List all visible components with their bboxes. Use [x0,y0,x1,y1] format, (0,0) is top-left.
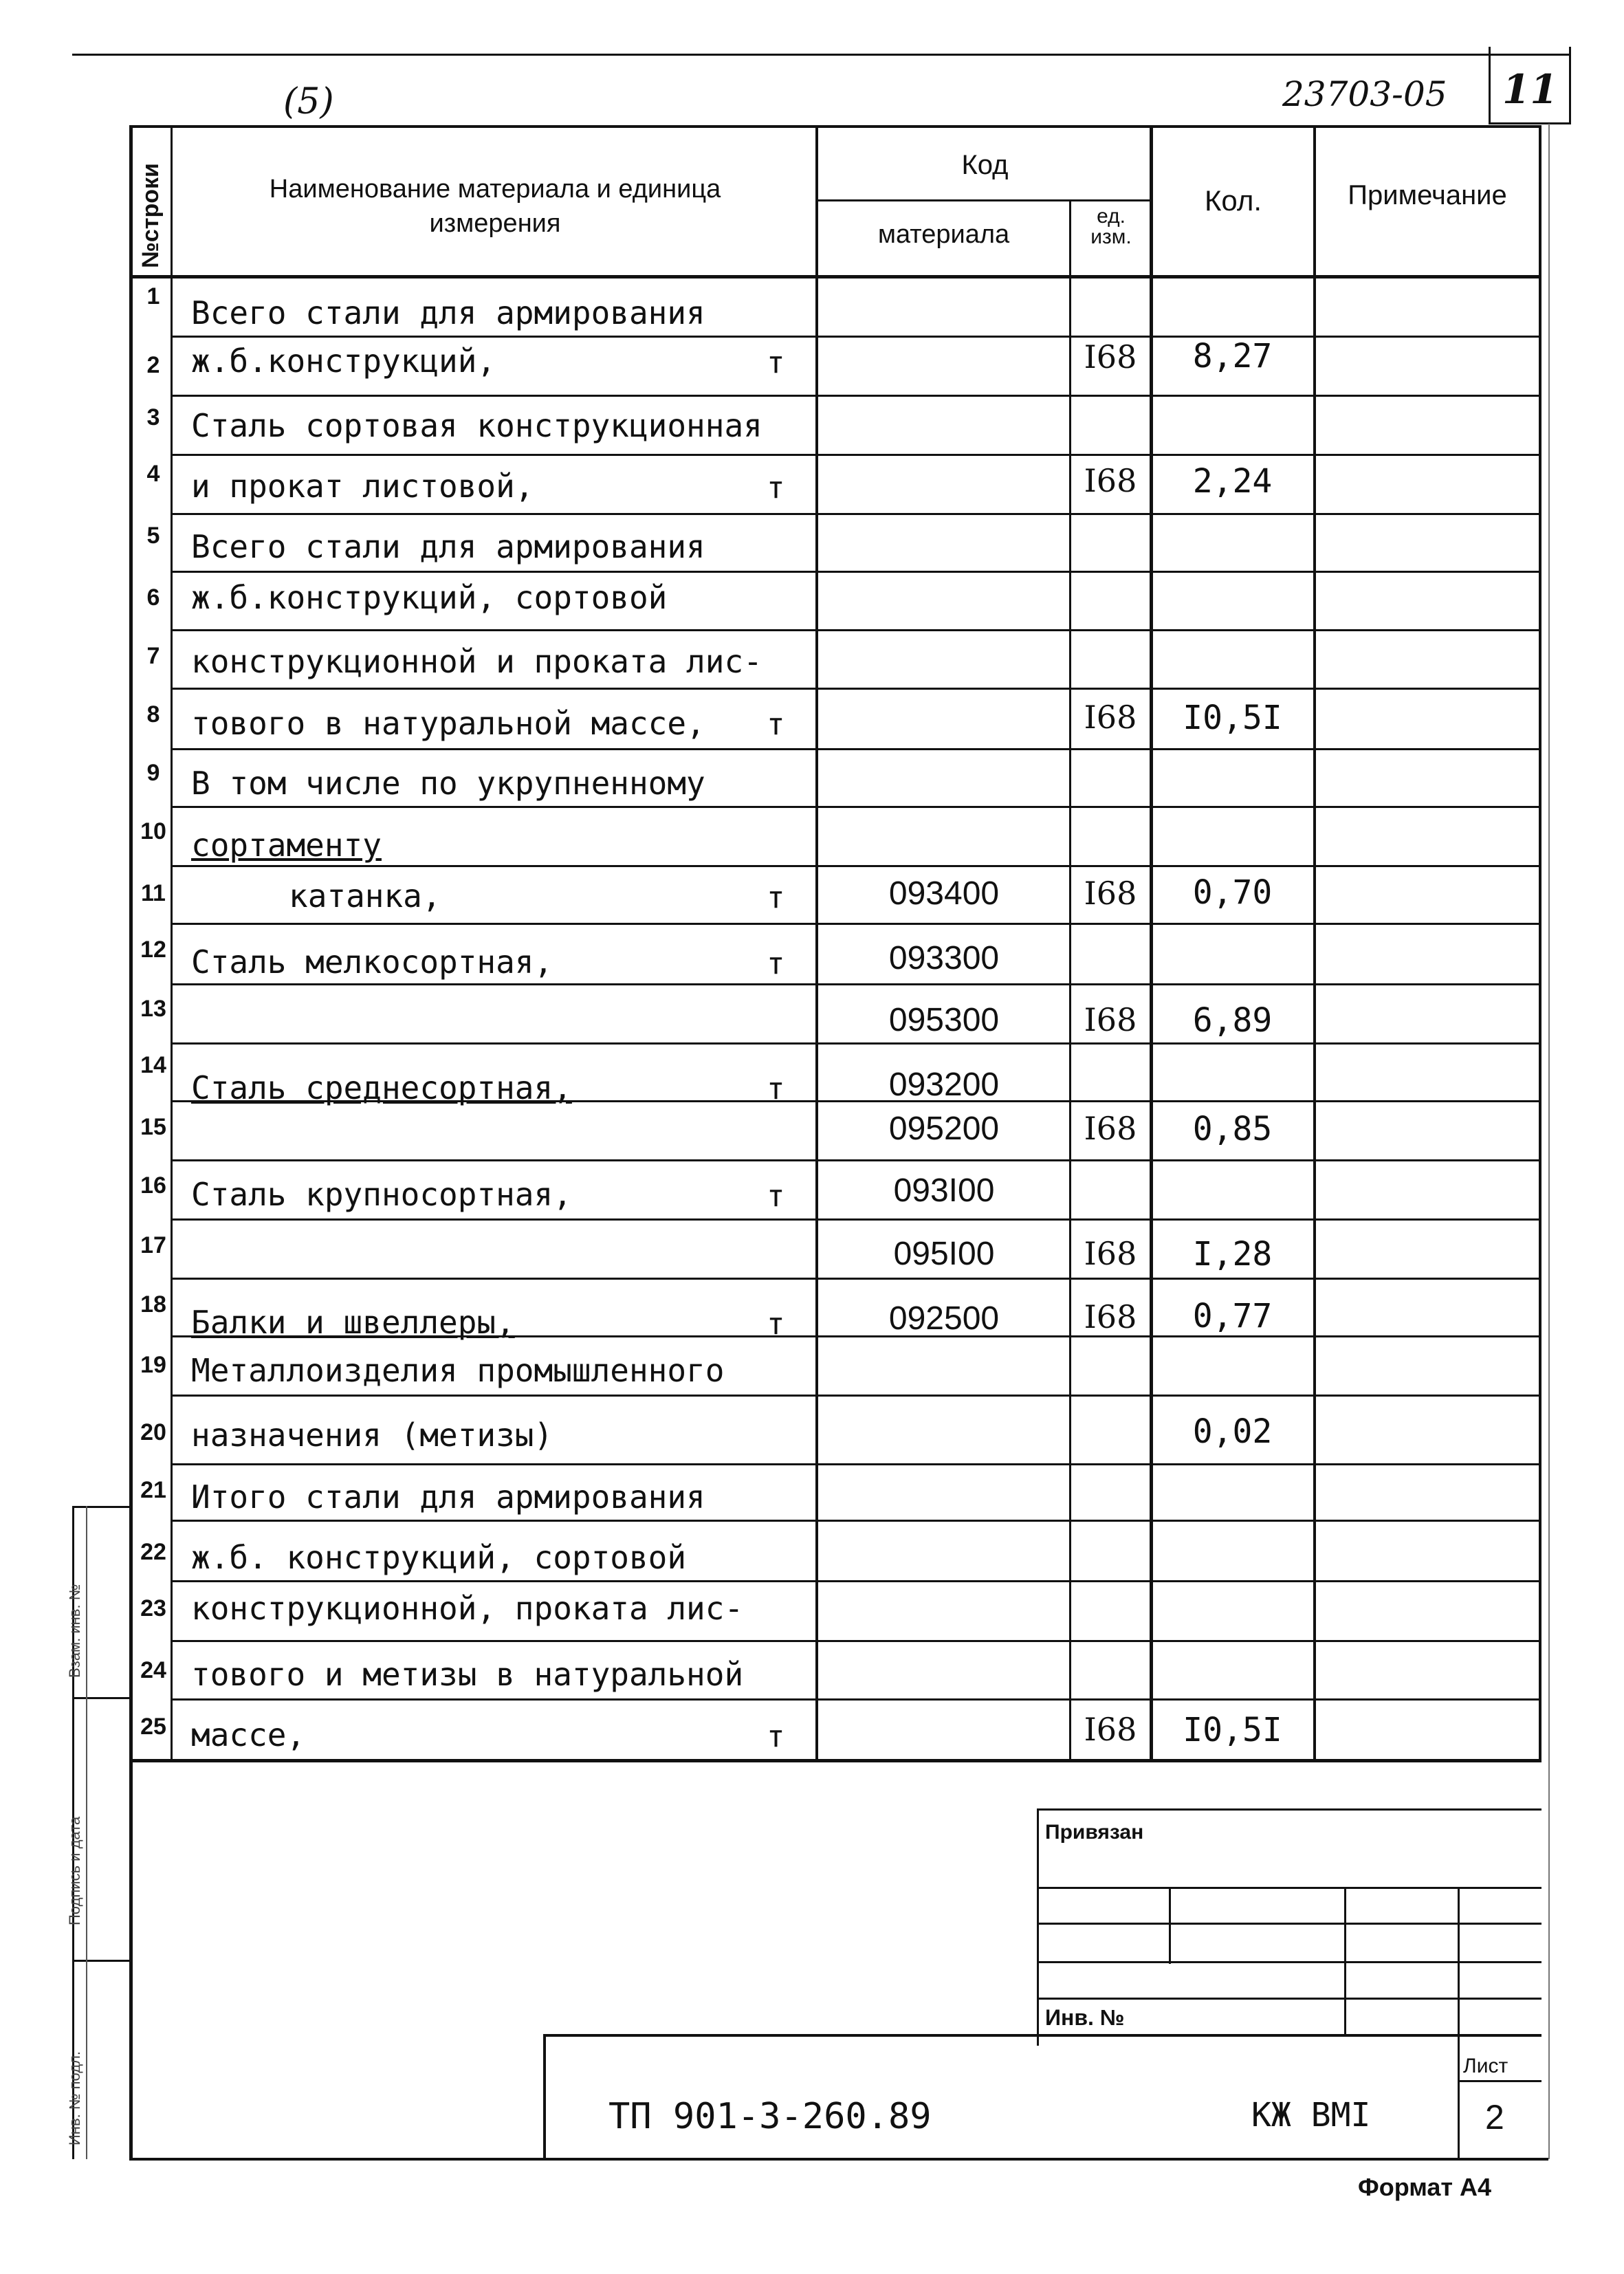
row-unit: т [767,707,785,742]
top-rule [72,54,1571,56]
row-material-code: 095300 [888,1002,1000,1038]
row-unit-code: I68 [1084,1001,1137,1038]
row-rule [171,1218,1540,1221]
row-number: 19 [140,1352,166,1378]
row-material-name: Сталь мелкосортная, [191,943,553,981]
row-number: 10 [140,818,166,844]
row-quantity: 0,02 [1192,1412,1273,1451]
row-material-name: Всего стали для армирования [191,294,705,331]
row-rule [171,336,1540,338]
row-rule [171,1042,1540,1045]
row-number: 17 [140,1232,166,1258]
stamp-top [543,2034,1541,2037]
row-number: 11 [141,880,166,906]
side-label-signature-date: Подпись и дата [66,1816,83,1925]
row-number: 5 [146,523,160,549]
side-strip-top [72,1506,131,1508]
row-material-code: 095200 [888,1111,1000,1147]
row-unit-code: I68 [1084,338,1137,375]
row-number: 14 [140,1052,166,1078]
row-material-name: катанка, [289,877,441,915]
row-unit: т [767,345,785,380]
row-number: 3 [146,404,160,430]
corner-box-right [1569,47,1571,124]
page-marker: (5) [283,81,334,122]
col-divider-rowno [171,125,173,1762]
table-right-border [1539,125,1541,1762]
row-number: 22 [140,1539,166,1565]
binding-block-col [1344,1887,1346,2037]
row-number: 8 [146,701,160,728]
sheet-corner-number: 11 [1502,66,1558,113]
outer-right-border [1548,124,1550,2159]
row-unit-code: I68 [1084,1235,1137,1272]
binding-block-rule [1037,1923,1541,1925]
row-number: 18 [140,1291,166,1318]
header-code-unit: ед. изм. [1090,205,1132,248]
row-material-name: тового и метизы в натуральной [191,1656,744,1693]
row-material-name: Всего стали для армирования [191,528,705,565]
code-subheader-rule [815,199,1152,201]
row-rule [171,748,1540,750]
row-unit: т [767,1719,785,1754]
row-material-name: Металлоизделия промышленного [191,1352,725,1389]
corner-box-left [1489,47,1491,124]
row-rule [171,983,1540,985]
binding-block-rule [1037,1887,1541,1889]
row-rule [171,806,1540,808]
binding-block-left [1037,1808,1039,2046]
row-number: 12 [140,937,166,963]
row-number: 15 [140,1114,166,1140]
row-rule [171,629,1540,631]
row-number: 4 [146,461,160,487]
row-number: 23 [140,1595,166,1621]
row-number: 25 [140,1714,166,1740]
row-material-name: массе, [191,1716,306,1753]
col-divider-code [1069,199,1071,1762]
row-quantity: 6,89 [1192,1001,1273,1040]
stamp-left [543,2034,546,2159]
row-rule [171,688,1540,690]
document-code: ТП 901-3-260.89 [608,2096,932,2137]
row-rule [171,1520,1540,1522]
side-strip-divider [72,1960,131,1962]
header-note: Примечание [1348,180,1507,210]
row-quantity: I0,5I [1183,699,1282,737]
row-material-name: конструкционной и проката лис- [191,643,762,680]
row-quantity: 8,27 [1192,337,1273,375]
row-unit-code: I68 [1084,1110,1137,1147]
header-material-name: Наименование материала и единица измерения [269,175,721,238]
row-material-name: Сталь среднесортная, [191,1069,572,1106]
row-material-name: Сталь крупносортная, [191,1176,572,1213]
row-number: 9 [146,760,160,786]
row-material-name: и прокат листовой, [191,468,534,505]
binding-block-col [1169,1887,1171,1964]
row-material-name: тового в натуральной массе, [191,705,705,742]
row-material-code: 095I00 [893,1236,995,1272]
row-quantity: I,28 [1192,1235,1273,1273]
row-material-code: 093I00 [893,1172,995,1209]
row-rule [171,1278,1540,1280]
row-unit: т [767,1179,785,1214]
row-rule [171,1159,1540,1161]
row-number: 21 [140,1477,166,1503]
row-unit: т [767,470,785,505]
linked-label: Привязан [1045,1821,1144,1844]
binding-block-col [1458,1887,1460,2158]
sheet-label: Лист [1463,2055,1508,2077]
row-quantity: 2,24 [1192,462,1273,501]
row-number: 13 [140,996,166,1022]
row-material-code: 092500 [888,1300,1000,1337]
header-bottom-rule [129,275,1540,278]
side-strip-divider [72,1697,131,1699]
row-quantity: 0,77 [1192,1297,1273,1335]
row-number: 20 [140,1419,166,1445]
row-material-name: ж.б. конструкций, сортовой [191,1539,687,1576]
header-code-material: материала [877,220,1010,249]
header-quantity: Кол. [1204,184,1262,217]
binding-block-top [1037,1808,1541,1811]
row-quantity: I0,5I [1183,1711,1282,1749]
stamp-sheet-rule [1458,2080,1541,2082]
row-number: 24 [140,1657,166,1683]
row-unit: т [767,1307,785,1342]
row-material-name: сортаменту [191,827,382,864]
corner-box-bottom [1489,122,1571,124]
header-row-number: №строки [138,163,164,268]
table-top-border [129,125,1540,128]
side-strip-inner [86,1506,87,2159]
row-rule [171,1463,1540,1465]
side-label-replaced-inv: Взам. инв. № [66,1584,83,1678]
row-rule [171,865,1540,867]
row-material-name: ж.б.конструкций, сортовой [191,579,668,616]
row-unit-code: I68 [1084,699,1137,736]
row-number: 7 [146,643,160,669]
row-rule [171,513,1540,515]
row-quantity: 0,85 [1192,1110,1273,1148]
row-material-name: Сталь сортовая конструкционная [191,407,762,444]
row-number: 1 [146,283,160,309]
row-rule [171,1580,1540,1582]
row-material-name: Балки и швеллеры, [191,1304,515,1341]
binding-block-rule [1037,1961,1541,1963]
album-number: 23703-05 [1282,74,1447,114]
row-material-name: назначения (метизы) [191,1417,553,1454]
row-unit-code: I68 [1084,1711,1137,1748]
row-unit: т [767,946,785,981]
paper-format: Формат А4 [1358,2173,1492,2201]
row-material-name: В том числе по укрупненному [191,765,705,802]
row-unit: т [767,880,785,915]
row-material-name: ж.б.конструкций, [191,342,496,380]
frame-bottom [129,2158,1548,2161]
row-material-code: 093200 [888,1067,1000,1103]
col-divider-qty [1313,125,1316,1762]
document-mark: КЖ ВМI [1251,2096,1371,2134]
row-number: 2 [146,352,160,378]
binding-block-rule [1037,1998,1541,2000]
side-label-original-inv: Инв. № подл. [66,2051,83,2145]
row-material-code: 093300 [888,940,1000,976]
header-code-group: Код [961,150,1009,180]
table-bottom-border [129,1759,1541,1762]
row-rule [171,1698,1540,1701]
row-unit-code: I68 [1084,875,1137,912]
row-number: 16 [140,1172,166,1199]
row-rule [171,1395,1540,1397]
row-rule [171,1640,1540,1642]
row-rule [171,395,1540,397]
row-rule [171,571,1540,573]
row-unit-code: I68 [1084,462,1137,499]
inventory-number-label: Инв. № [1045,2005,1125,2030]
row-rule [171,923,1540,925]
row-rule [171,454,1540,456]
row-number: 6 [146,584,160,611]
row-unit-code: I68 [1084,1298,1137,1335]
row-material-name: Итого стали для армирования [191,1478,705,1516]
row-material-name: конструкционной, проката лис- [191,1590,744,1627]
row-quantity: 0,70 [1192,873,1273,912]
row-unit: т [767,1071,785,1106]
row-material-code: 093400 [888,875,1000,912]
sheet-number: 2 [1485,2098,1504,2136]
